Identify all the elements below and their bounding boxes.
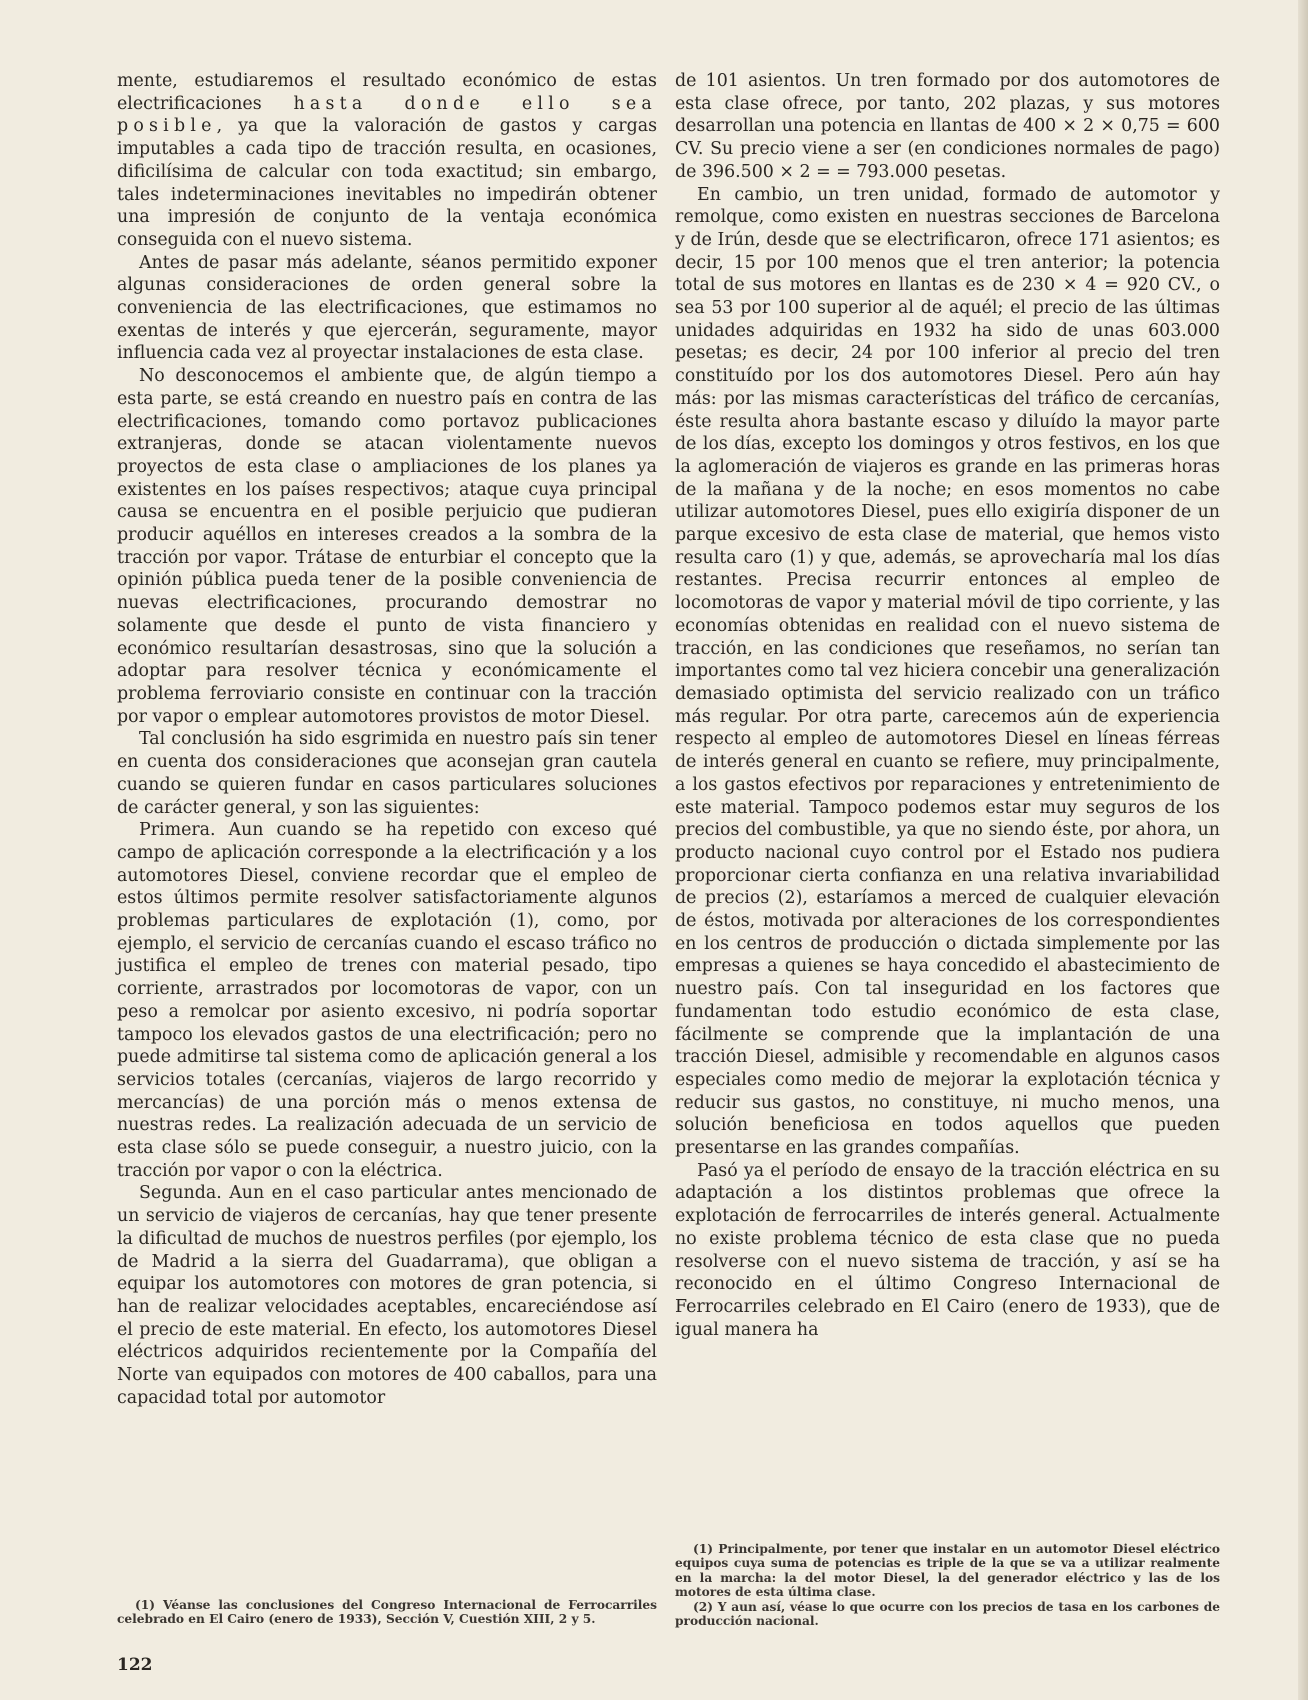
paragraph: Antes de pasar más adelante, séanos permitido exponer algunas consideraciones de orden general sobre la conveniencia de las electrificaciones, que estimamos no exentas de interés y que ejercerán, seguramente, mayor influencia cada vez al proyectar instalaciones de esta clase.: [117, 252, 657, 364]
right-column: [675, 70, 1220, 1341]
paragraph: [117, 70, 657, 252]
paragraph: Tal conclusión ha sido esgrimida en nuestro país sin tener en cuenta dos consideraciones que aconsejan gran cautela cuando se quieren fundar en casos particulares soluciones de carácter general, y son las siguientes:: [117, 729, 657, 818]
page-edge-shadow: [1298, 0, 1308, 1700]
footnotes-right: [675, 1542, 1220, 1628]
page-number: 122: [117, 1655, 153, 1675]
paragraph: Primera. Aun cuando se ha repetido con exceso qué campo de aplicación corresponde a la electrificación y a los automotores Diesel, conviene recordar que el empleo de estos últimos permite resolver satisfactoriamente algunos problemas particulares de explotación (1), como, por ejemplo, el servicio de cercanías cuando el escaso tráfico no justifica el empleo de trenes con material pesado, tipo corriente, arrastrados por locomotoras de vapor, con un peso a remolcar por asiento excesivo, ni podría soportar tampoco los elevados gastos de una electrificación; pero no puede admitirse tal sistema como de aplicación general a los servicios totales (cercanías, viajeros de largo recorrido y mercancías) de una porción más o menos extensa de nuestras redes. La realización adecuada de un servicio de esta clase sólo se puede conseguir, a nuestro juicio, con la tracción por vapor o con la eléctrica.: [117, 820, 657, 1181]
footnotes-left: [117, 1598, 657, 1627]
left-column: [117, 70, 657, 1409]
paragraph: de 101 asientos. Un tren formado por dos automotores de esta clase ofrece, por tanto, 202 plazas, y sus motores desarrollan una potencia en llantas de 400 × 2 × 0,75 = 600 CV. Su precio viene a ser (en condiciones normales de pago) de 396.500 × 2 = = 793.000 pesetas.: [675, 71, 1220, 182]
paragraph-text: , ya que la valoración de gastos y cargas imputables a cada tipo de tracción resulta, en ocasiones, dificilísima de calcular con toda exactitud; sin embargo, tales indeterminaciones inevitables no impedirán obtener una impresión de conjunto de la ventaja económica conseguida con el nuevo sistema.: [117, 116, 657, 250]
footnote: (2) Y aun así, véase lo que ocurre con los precios de tasa en los carbones de producción nacional.: [675, 1599, 1220, 1629]
spaced-phrase: hasta donde ello sea posible: [117, 93, 657, 137]
paragraph: No desconocemos el ambiente que, de algún tiempo a esta parte, se está creando en nuestro país en contra de las electrificaciones, tomando como portavoz publicaciones extranjeras, donde se atacan violentamente nuevos proyectos de esta clase o ampliaciones de los planes ya existentes en los países respectivos; ataque cuya principal causa se encuentra en el posible perjuicio que pudieran producir aquéllos en intereses creados a la sombra de la tracción por vapor. Trátase de enturbiar el concepto que la opinión pública pueda tener de la posible conveniencia de nuevas electrificaciones, procurando demostrar no solamente que desde el punto de vista financiero y económico resultarían desastrosas, sino que la solución a adoptar para resolver técnica y económicamente el problema ferroviario consiste en continuar con la tracción por vapor o emplear automotores provistos de motor Diesel.: [117, 366, 657, 727]
paragraph-text: mente, estudiaremos el resultado económico de estas electrificaciones: [117, 71, 657, 114]
footnote: (1) Véanse las conclusiones del Congreso Internacional de Ferrocarriles celebrado en El Cairo (enero de 1933), Sección V, Cuestión XIII, 2 y 5.: [117, 1598, 657, 1627]
paragraph: Segunda. Aun en el caso particular antes mencionado de un servicio de viajeros de cercanías, hay que tener presente la dificultad de muchos de nuestros perfiles (por ejemplo, los de Madrid a la sierra del Guadarrama), que obligan a equipar los automotores con motores de gran potencia, si han de realizar velocidades aceptables, encareciéndose así el precio de este material. En efecto, los automotores Diesel eléctricos adquiridos recientemente por la Compañía del Norte van equipados con motores de 400 caballos, para una capacidad total por automotor: [117, 1183, 657, 1408]
footnote: (1) Principalmente, por tener que instalar en un automotor Diesel eléctrico equipos cuya suma de potencias es triple de la que se va a utilizar realmente en la marcha: la del motor Diesel, la del generador eléctrico y las de los motores de esta última clase.: [675, 1542, 1220, 1600]
paragraph: En cambio, un tren unidad, formado de automotor y remolque, como existen en nuestras secciones de Barcelona y de Irún, desde que se electrificaron, ofrece 171 asientos; es decir, 15 por 100 menos que el tren anterior; la potencia total de sus motores en llantas es de 230 × 4 = 920 CV., o sea 53 por 100 superior al de aquél; el precio de las últimas unidades adquiridas en 1932 ha sido de unas 603.000 pesetas; es decir, 24 por 100 inferior al precio del tren constituído por los dos automotores Diesel. Pero aún hay más: por las mismas características del tráfico de cercanías, éste resulta ahora bastante escaso y diluído la mayor parte de los días, excepto los domingos y otros festivos, en los que la aglomeración de viajeros es grande en las primeras horas de la mañana y de la noche; en esos momentos no cabe utilizar automotores Diesel, pues ello exigiría disponer de un parque excesivo de esta clase de material, que hemos visto resulta caro (1) y que, además, se aprovecharía mal los días restantes. Precisa recurrir entonces al empleo de locomotoras de vapor y material móvil de tipo corriente, y las economías obtenidas en realidad con el nuevo sistema de tracción, en las condiciones que reseñamos, no serían tan importantes como tal vez hiciera concebir una generalización demasiado optimista del servicio realizado con un tráfico más regular. Por otra parte, carecemos aún de experiencia respecto al empleo de automotores Diesel en líneas férreas de interés general en cuanto se refiere, muy principalmente, a los gastos efectivos por reparaciones y entretenimiento de este material. Tampoco podemos estar muy seguros de los precios del combustible, ya que no siendo éste, por ahora, un producto nacional cuyo control por el Estado nos pudiera proporcionar cierta confianza en una relativa invariabilidad de precios (2), estaríamos a merced de cualquier elevación de éstos, motivada por alteraciones de los correspondientes en los centros de producción o dictada simplemente por las empresas a quienes se haya concedido el abastecimiento de nuestro país. Con tal inseguridad en los factores que fundamentan todo estudio económico de esta clase, fácilmente se comprende que la implantación de una tracción Diesel, admisible y recomendable en algunos casos especiales como medio de mejorar la explotación técnica y reducir sus gastos, no constituye, ni mucho menos, una solución beneficiosa en todos aquellos que pueden presentarse en las grandes compañías.: [675, 184, 1220, 1159]
paragraph: Pasó ya el período de ensayo de la tracción eléctrica en su adaptación a los distintos problemas que ofrece la explotación de ferrocarriles de interés general. Actualmente no existe problema técnico de esta clase que no pueda resolverse con el nuevo sistema de tracción, y así se ha reconocido en el último Congreso Internacional de Ferrocarriles celebrado en El Cairo (enero de 1933), que de igual manera ha: [675, 1160, 1220, 1340]
